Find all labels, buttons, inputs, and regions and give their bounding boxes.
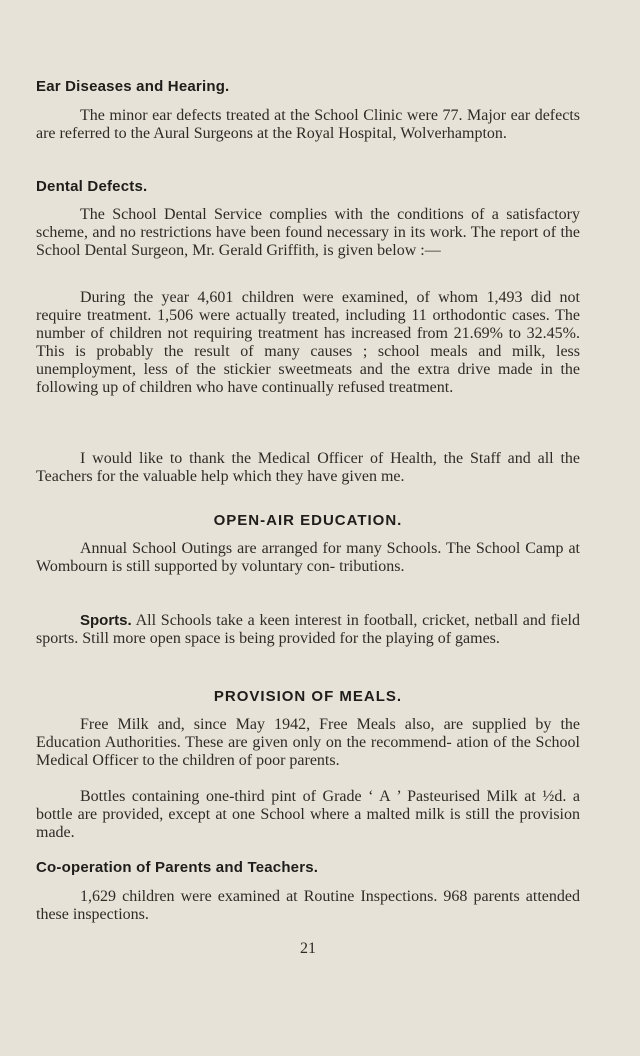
school-outings-paragraph: Annual School Outings are arranged for many Schools. The School Camp at Wombourn is still supported by voluntary con- tributions. <box>36 540 580 575</box>
routine-inspections-paragraph: 1,629 children were examined at Routine Inspections. 968 parents attended these inspections. <box>36 888 580 923</box>
provision-of-meals-heading: PROVISION OF MEALS. <box>213 688 403 705</box>
dental-thanks-paragraph: I would like to thank the Medical Officer of Health, the Staff and all the Teachers for the valuable help which they have given me. <box>36 450 580 485</box>
dental-service-paragraph: The School Dental Service complies with the conditions of a satisfactory scheme, and no restrictions have been found necessary in its work. The report of the School Dental Surgeon, Mr. Gerald Griffith, is given below :— <box>36 206 580 259</box>
dental-defects-heading: Dental Defects. <box>36 178 148 195</box>
sports-text: All Schools take a keen interest in football, cricket, netball and field sports. Still more open space is being provided for the playing of games. <box>36 612 580 647</box>
dental-report-paragraph: During the year 4,601 children were examined, of whom 1,493 did not require treatment. 1,506 were actually treated, including 11 orthodontic cases. The number of children not requiring treatment has increased from 21.69% to 32.45%. This is probably the result of many causes ; school meals and milk, less unemployment, less of the stickier sweetmeats and the extra drive made in the following up of children who have continually refused treatment. <box>36 289 580 396</box>
ear-diseases-heading: Ear Diseases and Hearing. <box>36 78 230 95</box>
ear-diseases-paragraph: The minor ear defects treated at the School Clinic were 77. Major ear defects are referred to the Aural Surgeons at the Royal Hospital, Wolverhampton. <box>36 107 580 142</box>
document-page <box>36 0 580 1056</box>
cooperation-heading: Co-operation of Parents and Teachers. <box>36 859 319 876</box>
page-number: 21 <box>300 940 316 957</box>
free-milk-paragraph: Free Milk and, since May 1942, Free Meals also, are supplied by the Education Authorities. These are given only on the recommend- ation of the School Medical Officer to the children of poor parents. <box>36 716 580 769</box>
sports-inline-heading: Sports. <box>80 612 132 629</box>
milk-bottles-paragraph: Bottles containing one-third pint of Grade ‘ A ’ Pasteurised Milk at ½d. a bottle are provided, except at one School where a malted milk is still the provision made. <box>36 788 580 841</box>
open-air-education-heading: OPEN-AIR EDUCATION. <box>213 512 403 529</box>
sports-paragraph <box>36 612 580 648</box>
